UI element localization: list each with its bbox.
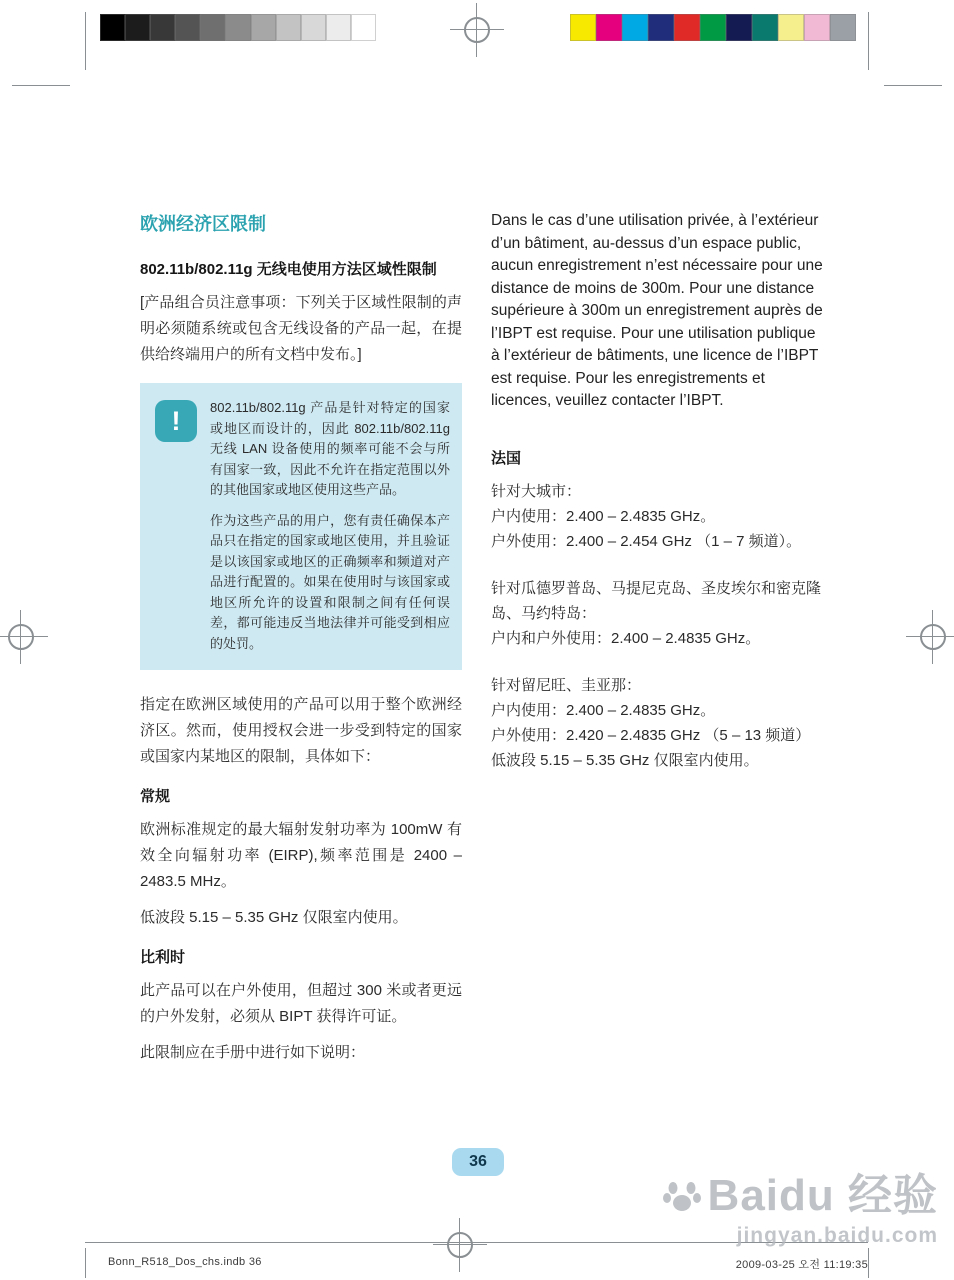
regulation-line: 户外使用：2.400 – 2.454 GHz （1 – 7 频道）。 <box>491 532 802 550</box>
heading-general: 常规 <box>140 788 171 805</box>
baidu-watermark <box>662 1171 938 1248</box>
left-column <box>140 210 462 1081</box>
registration-mark <box>447 1232 473 1258</box>
calibration-swatch <box>251 14 276 41</box>
registration-crosshair <box>932 610 933 664</box>
heading-belgium: 比利时 <box>140 949 186 966</box>
watermark-url: jingyan.baidu.com <box>736 1224 938 1247</box>
baidu-paw-icon <box>662 1176 702 1216</box>
calibration-swatch <box>175 14 200 41</box>
grayscale-calibration-bar <box>100 14 376 41</box>
regulation-line: 针对大城市： <box>491 482 582 500</box>
regulation-line: 低波段 5.15 – 5.35 GHz 仅限室内使用。 <box>491 751 759 769</box>
regulation-line: 针对留尼旺、圭亚那： <box>491 676 642 694</box>
calibration-swatch <box>570 14 596 41</box>
footer-timestamp: 2009-03-25 오전 11:19:35 <box>735 1259 868 1271</box>
registration-mark <box>920 624 946 650</box>
french-paragraph: Dans le cas d’une utilisation privée, à l’extérieur d’un bâtiment, au-dessus d’un espace public, aucun enregistrement n’est nécessaire pour une distance de moins de 300m. Pour une distance supérieure à 300m un enregistrement auprès de l’IBPT est requise. Pour une utilisation publique à l’extérieur de bâtiments, une licence de l’IBPT est requise. Pour les enregistrements et licences, veuillez contacter l’IBPT. <box>491 212 823 409</box>
calibration-swatch <box>125 14 150 41</box>
calibration-swatch <box>622 14 648 41</box>
calibration-swatch <box>596 14 622 41</box>
regulation-line: 户内使用：2.400 – 2.4835 GHz。 <box>491 701 716 719</box>
calibration-swatch <box>648 14 674 41</box>
exclamation-icon: ! <box>155 400 197 442</box>
belgium-paragraph: 此产品可以在户外使用，但超过 300 米或者更远的户外发射，必须从 BIPT 获得许可证。 <box>140 982 462 1025</box>
registration-crosshair <box>433 1244 487 1245</box>
france-islands-block <box>491 576 823 651</box>
calibration-swatch <box>700 14 726 41</box>
registration-crosshair <box>20 610 21 664</box>
crop-mark <box>12 85 70 86</box>
calibration-swatch <box>225 14 250 41</box>
regulation-line: 户内和户外使用：2.400 – 2.4835 GHz。 <box>491 629 761 647</box>
regulation-line: 针对瓜德罗普岛、马提尼克岛、圣皮埃尔和密克隆岛、马约特岛： <box>491 579 822 622</box>
page-number-badge: 36 <box>452 1148 504 1176</box>
france-city-block <box>491 479 823 554</box>
calibration-swatch <box>100 14 125 41</box>
registration-crosshair <box>476 3 477 57</box>
callout-text <box>210 398 450 654</box>
callout-paragraph: 作为这些产品的用户，您有责任确保本产品只在指定的国家或地区使用，并且验证是以该国家或地区的正确频率和频道对产品进行配置的。如果在使用时与该国家或地区所允许的设置和限制之间有任何误差，都可能违反当地法律并可能受到相应的处罚。 <box>210 512 450 651</box>
calibration-swatch <box>276 14 301 41</box>
general-band-line: 低波段 5.15 – 5.35 GHz 仅限室内使用。 <box>140 909 408 926</box>
crop-mark <box>868 12 869 70</box>
calibration-swatch <box>674 14 700 41</box>
calibration-swatch <box>150 14 175 41</box>
notice-paragraph: [产品组合员注意事项：下列关于区域性限制的声明必须随系统或包含无线设备的产品一起，在提供给终端用户的所有文档中发布。] <box>140 294 462 363</box>
color-calibration-bar <box>570 14 856 41</box>
registration-crosshair <box>906 636 954 637</box>
footer-filename: Bonn_R518_Dos_chs.indb 36 <box>108 1256 262 1268</box>
watermark-title: Baidu 经验 <box>707 1171 938 1220</box>
registration-circle <box>447 1232 473 1258</box>
registration-circle <box>464 17 490 43</box>
calibration-swatch <box>326 14 351 41</box>
calibration-swatch <box>804 14 830 41</box>
heading-regional-restriction: 802.11b/802.11g 无线电使用方法区域性限制 <box>140 261 437 278</box>
calibration-swatch <box>752 14 778 41</box>
regulation-line: 户外使用：2.420 – 2.4835 GHz （5 – 13 频道） <box>491 726 811 744</box>
eea-paragraph: 指定在欧洲区域使用的产品可以用于整个欧洲经济区。然而，使用授权会进一步受到特定的国家或国家内某地区的限制，具体如下： <box>140 696 462 765</box>
registration-mark <box>464 17 490 43</box>
callout-paragraph: 802.11b/802.11g 产品是针对特定的国家或地区而设计的，因此 802.11b/802.11g 无线 LAN 设备使用的频率可能不会与所有国家一致，因此不允许在指定范围以外的其他国家或地区使用这些产品。 <box>210 400 450 497</box>
crop-mark <box>85 12 86 70</box>
calibration-swatch <box>726 14 752 41</box>
warning-callout <box>140 383 462 670</box>
section-title: 欧洲经济区限制 <box>140 214 266 234</box>
registration-crosshair <box>459 1218 460 1272</box>
right-column <box>491 210 823 795</box>
crop-mark <box>884 85 942 86</box>
registration-crosshair <box>0 636 48 637</box>
registration-mark <box>8 624 34 650</box>
general-paragraph: 欧洲标准规定的最大辐射发射功率为 100mW 有效全向辐射功率 (EIRP),频率范围是 2400 – 2483.5 MHz。 <box>140 821 462 890</box>
calibration-swatch <box>778 14 804 41</box>
crop-mark <box>868 1248 869 1278</box>
calibration-swatch <box>200 14 225 41</box>
crop-mark <box>85 1248 86 1278</box>
calibration-swatch <box>830 14 856 41</box>
registration-circle <box>8 624 34 650</box>
belgium-note: 此限制应在手册中进行如下说明： <box>140 1044 366 1061</box>
calibration-swatch <box>301 14 326 41</box>
france-overseas-block <box>491 673 823 773</box>
calibration-swatch <box>351 14 376 41</box>
registration-circle <box>920 624 946 650</box>
registration-crosshair <box>450 29 504 30</box>
heading-france: 法国 <box>491 449 522 467</box>
watermark-row <box>662 1171 938 1220</box>
regulation-line: 户内使用：2.400 – 2.4835 GHz。 <box>491 507 716 525</box>
